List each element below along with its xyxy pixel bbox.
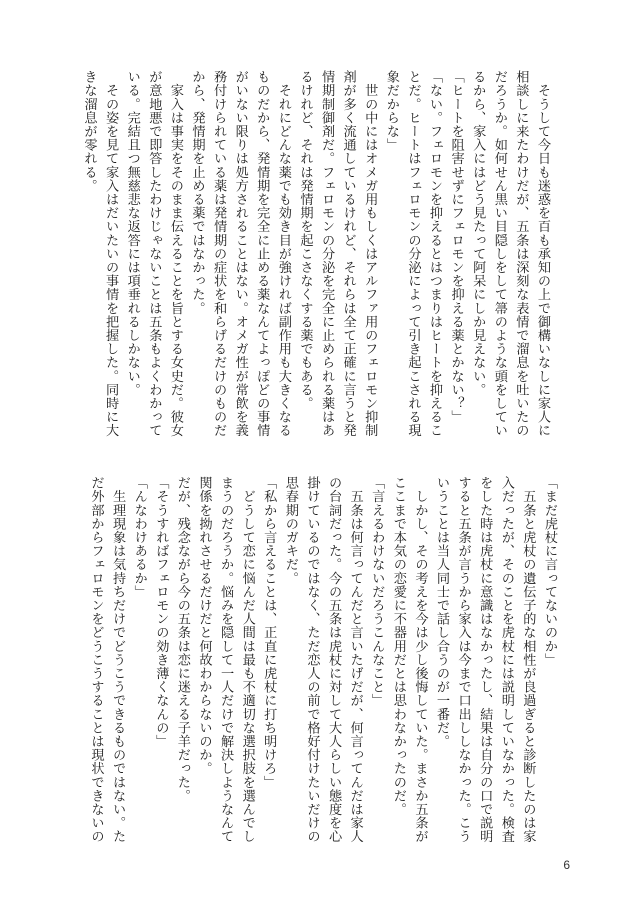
text-line: 「ヒートを阻害せずにフェロモンを抑える薬とかない？」 — [448, 70, 464, 424]
text-line: ここまで本気の恋愛に不器用だとは思わなかったのだ。 — [390, 476, 406, 816]
text-line: 家入は事実をそのまま伝えることを旨とする女史だ。彼女 — [167, 70, 183, 438]
text-line: るけれど、それは発情期を起こさなくする薬でもある。 — [297, 70, 313, 410]
text-line: 生理現象は気持ちだけでどうこうできるものではない。た — [110, 476, 126, 844]
text-line: をした時は虎杖に意識はなかったし、結果は自分の口で説明 — [477, 476, 493, 844]
text-line: いる。完結且つ無慈悲な返答には項垂れるしかない。 — [124, 70, 140, 397]
text-line: すると五条が言うから家入は今まで口出ししなかった。こう — [455, 476, 471, 844]
text-line: 剤が多く流通しているけれど、それらは全て正確に言うと発 — [340, 70, 356, 438]
text-line: 入だったが、そのことを虎杖には説明していなかった。検査 — [498, 476, 514, 844]
text-line: るから、家入にはどう見たって阿呆にしか見えない。 — [470, 70, 486, 397]
text-line: 「ない。フェロモンを抑えるとはつまりはヒートを抑えるこ — [427, 70, 443, 438]
text-line: 「まだ虎杖に言ってないのか」 — [542, 476, 557, 667]
text-line: それにどんな薬でも効き目が強ければ副作用も大きくなる — [275, 70, 291, 438]
text-line: がいない限りは処方されることはない。オメガ性が常飲を義 — [232, 70, 248, 438]
text-line: ものだから、発情期を完全に止める薬なんてよっぽどの事情 — [254, 70, 270, 438]
text-line: だ外部からフェロモンをどうこうすることは現状できないの — [88, 476, 104, 844]
text-line: とだ。ヒートはフェロモンの分泌によって引き起こされる現 — [405, 70, 421, 438]
text-line: 「そうすればフェロモンの効き薄くなんの」 — [153, 476, 169, 748]
text-line: 「私から言えることは、正直に虎杖に打ち明けろ」 — [261, 476, 277, 789]
text-line: 象だからな」 — [383, 70, 399, 152]
text-line: 関係を拗れさせるだけだと何故わからないのか。 — [196, 476, 212, 776]
text-line: 「んなわけあるか」 — [131, 476, 147, 599]
text-line: 務付けられている薬は発情期の症状を和らげるだけのものだ — [211, 70, 227, 438]
text-line: しかし、その考えを今は少し後悔していた。まさか五条が — [412, 476, 428, 844]
text-line: まうのだろうか。悩みを隠して一人だけで解決しようなんて — [218, 476, 234, 844]
text-line: いうことは当人同士で話し合うのが一番だ。 — [434, 476, 450, 748]
text-line: 相談しに来たわけだが、五条は深刻な表情で溜息を吐いたの — [513, 70, 529, 438]
text-line: 世の中にはオメガ用もしくはアルファ用のフェロモン抑制 — [362, 70, 378, 438]
page-number: 6 — [563, 858, 570, 872]
text-line: だが、残念ながら今の五条は恋に迷える子羊だった。 — [174, 476, 190, 803]
text-line: そうして今日も迷惑を百も承知の上で御構いなしに家人に — [535, 70, 550, 438]
text-line: の台詞だった。今の五条は虎杖に対して大人らしい態度を心 — [326, 476, 342, 844]
text-block-bottom — [88, 476, 560, 848]
text-block-top — [81, 70, 553, 445]
text-line: 思春期のガキだ。 — [282, 476, 298, 585]
text-line: 掛けているのではなく、ただ恋人の前で格好付けたいだけの — [304, 476, 320, 844]
text-line: から、発情期を止める薬ではなかった。 — [189, 70, 205, 315]
text-line: 五条は何言ってんだと言いたげだが、何言ってんだは家人 — [347, 476, 363, 844]
text-line: 五条と虎杖の遺伝子的な相性が良過ぎると診断したのは家 — [520, 476, 536, 844]
text-line: 「言えるわけないだろうこんなこと」 — [369, 476, 385, 708]
text-line: きな溜息が零れる。 — [81, 70, 97, 193]
text-line: どうして恋に悩んだ人間は最も不適切な選択肢を選んでし — [239, 476, 255, 844]
text-line: その姿を見て家入はだいたいの事情を把握した。同時に大 — [103, 70, 119, 438]
text-line: だろうか。如何せん黒い目隠しをして箒のような頭をしてい — [491, 70, 507, 438]
text-line: が意地悪で即答したわけじゃないことは五条もよくわかって — [146, 70, 162, 438]
text-line: 情期制御剤だ。フェロモンの分泌を完全に止められる薬はあ — [319, 70, 335, 438]
